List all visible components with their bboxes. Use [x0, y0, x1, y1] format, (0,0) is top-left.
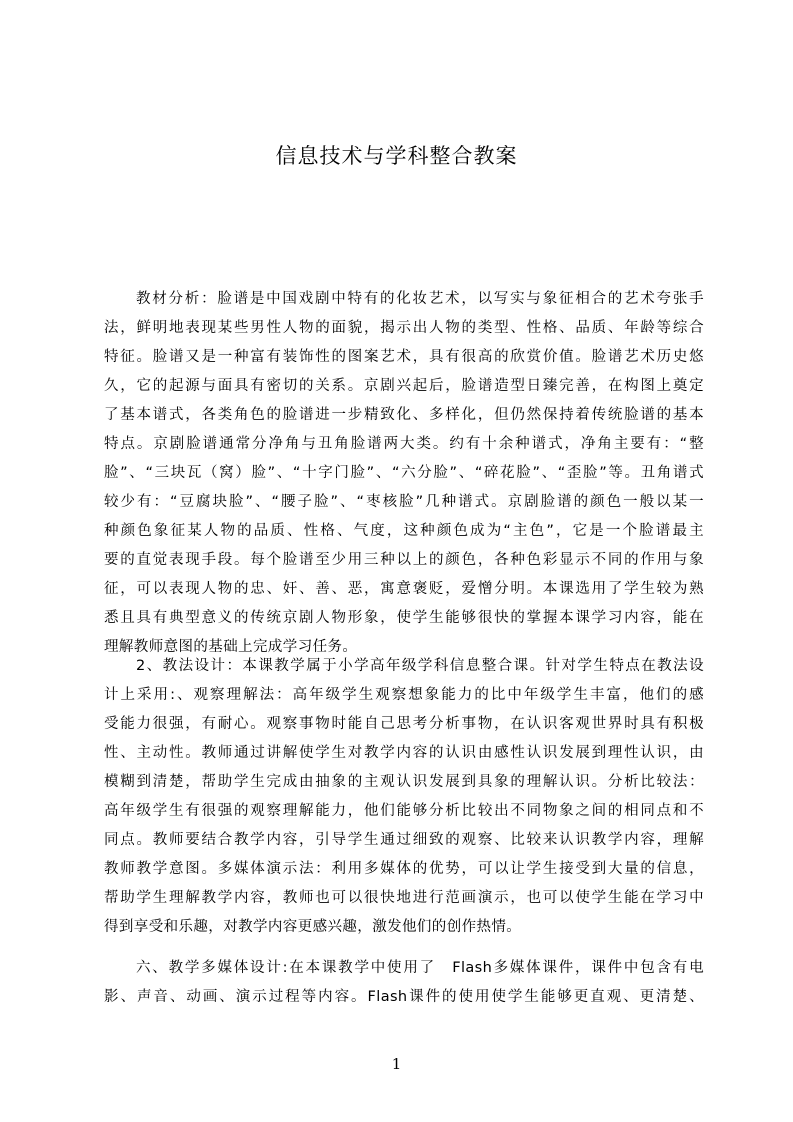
paragraph-line: 脸”、“三块瓦（窝）脸”、“十字门脸”、“六分脸”、“碎花脸”、“歪脸”等。丑角谱式 — [104, 465, 704, 481]
paragraph-line: 2、教法设计：本课教学属于小学高年级学科信息整合课。针对学生特点在教法设 — [136, 658, 704, 674]
paragraph-line: 教师教学意图。多媒体演示法：利用多媒体的优势，可以让学生接受到大量的信息， — [104, 861, 704, 877]
paragraph-line: 高年级学生有很强的观察理解能力，他们能够分析比较出不同物象之间的相同点和不 — [104, 803, 704, 819]
paragraph-line: 特点。京剧脸谱通常分净角与丑角脸谱两大类。约有十余种谱式，净角主要有：“整 — [104, 436, 704, 452]
paragraph-line: 六、教学多媒体设计:在本课教学中使用了 Flash多媒体课件，课件中包含有电 — [136, 960, 704, 976]
paragraph-line: 计上采用:、观察理解法：高年级学生观察想象能力的比中年级学生丰富，他们的感 — [104, 687, 704, 703]
paragraph-line: 法，鲜明地表现某些男性人物的面貌，揭示出人物的类型、性格、品质、年龄等综合 — [104, 320, 704, 336]
document-title: 信息技术与学科整合教案 — [275, 144, 518, 168]
paragraph-line: 影、声音、动画、演示过程等内容。Flash课件的使用使学生能够更直观、更清楚、 — [104, 989, 704, 1005]
paragraph-line: 悉且具有典型意义的传统京剧人物形象，使学生能够很快的掌握本课学习内容，能在 — [104, 610, 704, 626]
paragraph-line: 了基本谱式，各类角色的脸谱进一步精致化、多样化，但仍然保持着传统脸谱的基本 — [104, 407, 704, 423]
paragraph-line: 理解教师意图的基础上完成学习任务。 — [104, 639, 358, 655]
paragraph-teaching-material-analysis — [104, 285, 704, 662]
paragraph-line: 同点。教师要结合教学内容，引导学生通过细致的观察、比较来认识教学内容，理解 — [104, 832, 704, 848]
paragraph-line: 特征。脸谱又是一种富有装饰性的图案艺术，具有很高的欣赏价值。脸谱艺术历史悠 — [104, 349, 704, 365]
paragraph-line: 受能力很强，有耐心。观察事物时能自己思考分析事物，在认识客观世界时具有积极 — [104, 716, 704, 732]
paragraph-multimedia-design — [104, 954, 704, 1012]
paragraph-teaching-method-design — [104, 652, 704, 942]
paragraph-line: 帮助学生理解教学内容，教师也可以很快地进行范画演示，也可以使学生能在学习中 — [104, 890, 704, 906]
paragraph-line: 模糊到清楚，帮助学生完成由抽象的主观认识发展到具象的理解认识。分析比较法： — [104, 774, 704, 790]
paragraph-line: 得到享受和乐趣，对教学内容更感兴趣，激发他们的创作热情。 — [104, 919, 522, 935]
paragraph-line: 种颜色象征某人物的品质、性格、气度，这种颜色成为“主色”，它是一个脸谱最主 — [104, 523, 704, 539]
paragraph-line: 性、主动性。教师通过讲解使学生对教学内容的认识由感性认识发展到理性认识，由 — [104, 745, 704, 761]
paragraph-line: 较少有：“豆腐块脸”、“腰子脸”、“枣核脸”几种谱式。京剧脸谱的颜色一般以某一 — [104, 494, 704, 510]
paragraph-line: 教材分析：脸谱是中国戏剧中特有的化妆艺术，以写实与象征相合的艺术夸张手 — [136, 291, 704, 307]
paragraph-line: 久，它的起源与面具有密切的关系。京剧兴起后，脸谱造型日臻完善，在构图上奠定 — [104, 378, 704, 394]
page-number: 1 — [391, 1055, 402, 1073]
paragraph-line: 要的直觉表现手段。每个脸谱至少用三种以上的颜色，各种色彩显示不同的作用与象 — [104, 552, 704, 568]
paragraph-line: 征，可以表现人物的忠、奸、善、恶，寓意褒贬，爱憎分明。本课选用了学生较为熟 — [104, 581, 704, 597]
